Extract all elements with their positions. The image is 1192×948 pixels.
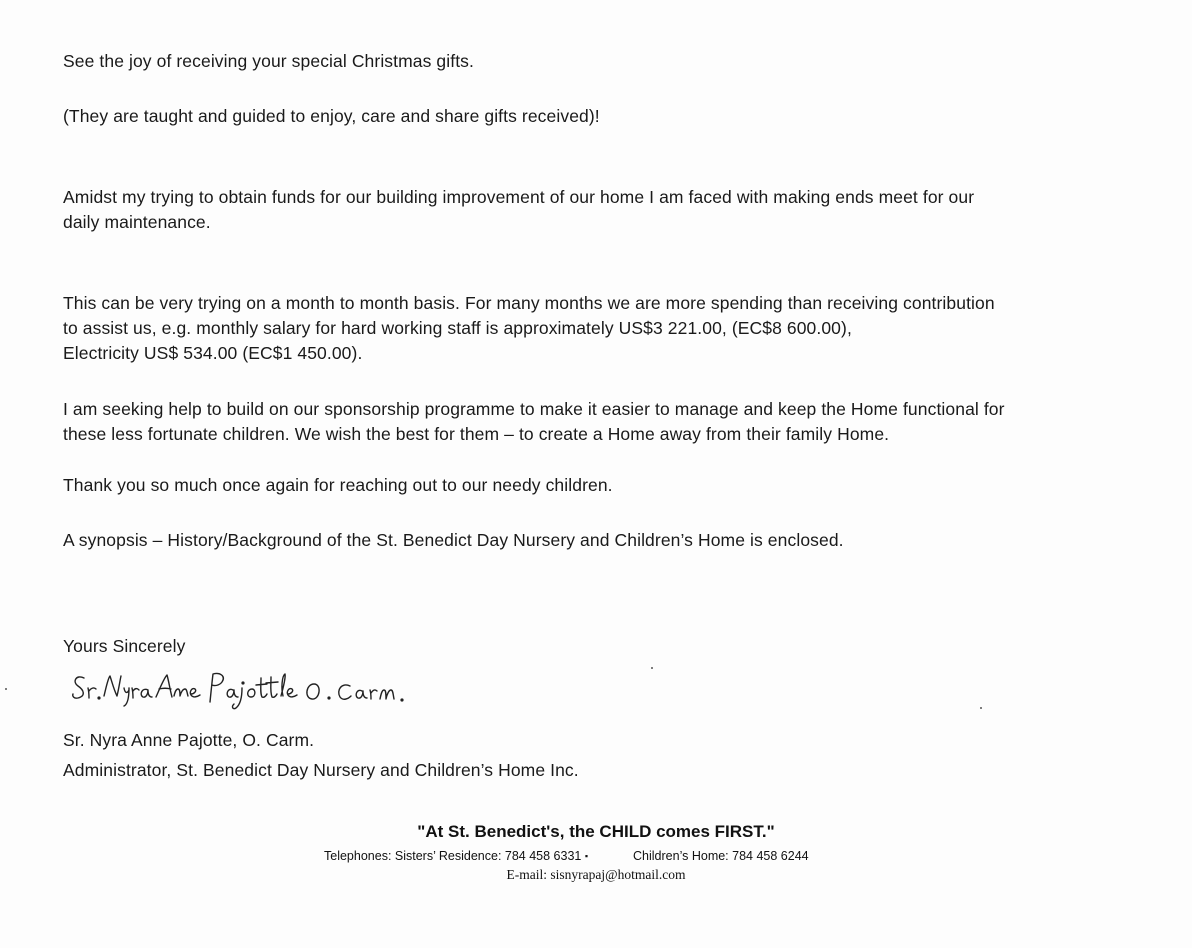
paragraph-synopsis <box>63 528 844 553</box>
paragraph-christmas-gifts <box>63 49 474 74</box>
paragraph-line: Electricity US$ 534.00 (EC$1 450.00). <box>63 343 363 363</box>
closing-text: Yours Sincerely <box>63 636 186 656</box>
paragraph-line: Thank you so much once again for reaching out to our needy children. <box>63 475 613 495</box>
footer-email: E-mail: sisnyrapaj@hotmail.com <box>506 867 686 882</box>
paragraph-sponsorship <box>63 397 1005 447</box>
paragraph-line: these less fortunate children. We wish the best for them – to create a Home away from their family Home. <box>63 424 890 444</box>
paragraph-line: This can be very trying on a month to month basis. For many months we are more spending than receiving contribution <box>63 293 995 313</box>
paragraph-taught-guided <box>63 104 600 129</box>
phone-separator: ▪ <box>584 851 589 861</box>
signer-block <box>63 728 579 783</box>
paragraph-funds <box>63 185 974 235</box>
paragraph-thank-you <box>63 473 613 498</box>
paragraph-line: I am seeking help to build on our sponsorship programme to make it easier to manage and keep the Home functional for <box>63 399 1005 419</box>
scan-speck <box>651 667 653 669</box>
paragraph-line: See the joy of receiving your special Christmas gifts. <box>63 51 474 71</box>
paragraph-line: to assist us, e.g. monthly salary for hard working staff is approximately US$3 221.00, (EC$8 600.00), <box>63 318 852 338</box>
phone-childrens-home: Children’s Home: 784 458 6244 <box>633 849 809 863</box>
footer-phones <box>324 849 809 863</box>
signer-title: Administrator, St. Benedict Day Nursery and Children’s Home Inc. <box>63 760 579 780</box>
paragraph-expenses <box>63 291 995 366</box>
handwritten-signature <box>70 668 410 716</box>
footer-motto: "At St. Benedict's, the CHILD comes FIRST." <box>417 822 775 841</box>
signer-name: Sr. Nyra Anne Pajotte, O. Carm. <box>63 730 315 750</box>
closing-salutation <box>63 634 185 659</box>
paragraph-line: A synopsis – History/Background of the St. Benedict Day Nursery and Children’s Home is enclosed. <box>63 530 844 550</box>
scan-speck <box>980 707 982 709</box>
paragraph-line: (They are taught and guided to enjoy, care and share gifts received)! <box>63 106 600 126</box>
paragraph-line: Amidst my trying to obtain funds for our building improvement of our home I am faced with making ends meet for our <box>63 187 975 207</box>
scan-speck <box>5 688 7 690</box>
phone-sisters-residence: Telephones: Sisters’ Residence: 784 458 6331 <box>324 849 582 863</box>
paragraph-line: daily maintenance. <box>63 212 211 232</box>
